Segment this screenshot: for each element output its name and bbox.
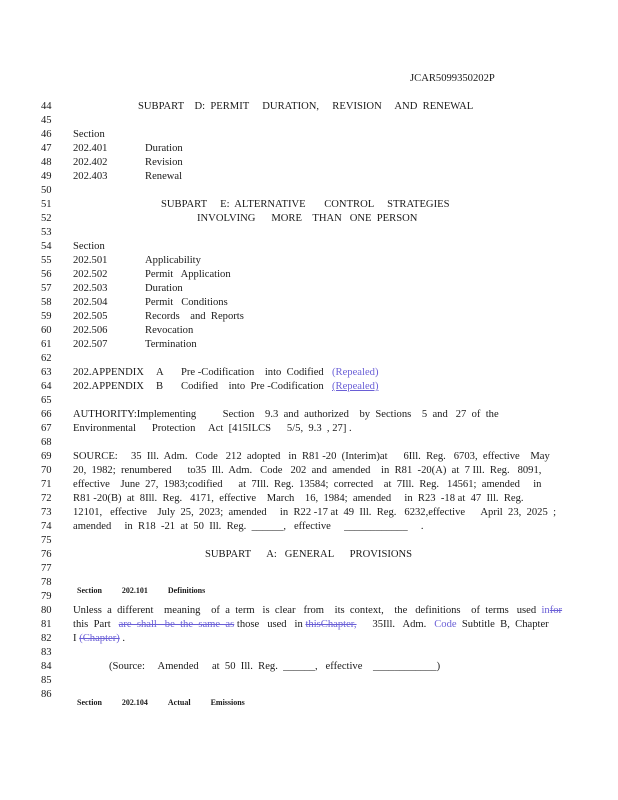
repealed-status: (Repealed) — [332, 381, 379, 392]
toc-title: Revocation — [145, 325, 194, 336]
line-number: 74 — [41, 521, 52, 532]
line-number: 49 — [41, 171, 52, 182]
appendix-number: 202.APPENDIX — [73, 367, 144, 378]
definition-text: . — [119, 633, 126, 644]
inserted-text: in — [541, 605, 550, 616]
line-number: 73 — [41, 507, 52, 518]
section-number: 202.104 — [121, 698, 148, 707]
line-number: 46 — [41, 129, 52, 140]
line-number: 63 — [41, 367, 52, 378]
definition-text: Subtitle B, Chapter — [456, 619, 549, 630]
line-number: 75 — [41, 535, 52, 546]
toc-title: Applicability — [145, 255, 201, 266]
section-title: Definitions — [167, 586, 206, 595]
toc-title: Duration — [145, 283, 183, 294]
section-label: Section — [77, 586, 102, 595]
line-number: 58 — [41, 297, 52, 308]
line-number: 61 — [41, 339, 52, 350]
subpart-e-heading: SUBPART E: ALTERNATIVE CONTROL STRATEGIES — [161, 199, 450, 210]
toc-number: 202.403 — [73, 171, 108, 182]
toc-number: 202.402 — [73, 157, 108, 168]
definition-line — [73, 619, 549, 630]
appendix-title: Pre -Codification into Codified — [181, 367, 324, 378]
subpart-e-heading-cont: INVOLVING MORE THAN ONE PERSON — [197, 213, 418, 224]
line-number: 62 — [41, 353, 52, 364]
toc-title: Revision — [145, 157, 183, 168]
toc-number: 202.507 — [73, 339, 108, 350]
line-number: 56 — [41, 269, 52, 280]
line-number: 50 — [41, 185, 52, 196]
line-number: 78 — [41, 577, 52, 588]
line-number: 47 — [41, 143, 52, 154]
line-number: 81 — [41, 619, 52, 630]
source-note: (Source: Amended at 50 Ill. Reg. ______, effective ____________) — [109, 661, 441, 672]
line-number: 85 — [41, 675, 52, 686]
line-number: 64 — [41, 381, 52, 392]
toc-title: Termination — [145, 339, 197, 350]
definition-line — [73, 633, 125, 644]
source-line: SOURCE: 35 Ill. Adm. Code 212 adopted in R81 -20 (Interim)at 6Ill. Reg. 6703, effective May — [73, 451, 550, 462]
repealed-status: (Repealed) — [332, 367, 379, 378]
line-number: 52 — [41, 213, 52, 224]
toc-number: 202.504 — [73, 297, 108, 308]
definition-text: those used in — [234, 619, 306, 630]
line-number: 53 — [41, 227, 52, 238]
header-code: JCAR5099350202P — [410, 73, 495, 84]
line-number: 69 — [41, 451, 52, 462]
section-heading — [73, 689, 245, 707]
toc-number: 202.506 — [73, 325, 108, 336]
toc-title: Permit Application — [145, 269, 231, 280]
definition-line — [73, 605, 562, 616]
line-number: 77 — [41, 563, 52, 574]
toc-number: 202.502 — [73, 269, 108, 280]
toc-number: 202.505 — [73, 311, 108, 322]
toc-title: Permit Conditions — [145, 297, 228, 308]
line-number: 86 — [41, 689, 52, 700]
source-line: effective June 27, 1983;codified at 7Ill. Reg. 13584; corrected at 7Ill. Reg. 14561; amended in — [73, 479, 542, 490]
subpart-d-heading: SUBPART D: PERMIT DURATION, REVISION AND RENEWAL — [138, 101, 474, 112]
appendix-letter: A — [156, 367, 164, 378]
toc-number: 202.401 — [73, 143, 108, 154]
deleted-text: thisChapter, — [305, 619, 357, 630]
toc-title: Records and Reports — [145, 311, 244, 322]
line-number: 71 — [41, 479, 52, 490]
toc-number: 202.501 — [73, 255, 108, 266]
line-number: 60 — [41, 325, 52, 336]
line-number: 55 — [41, 255, 52, 266]
toc-title: Renewal — [145, 171, 183, 182]
toc-title: Duration — [145, 143, 183, 154]
section-label: Section — [73, 129, 105, 140]
source-line: amended in R18 -21 at 50 Ill. Reg. ______, effective ____________ . — [73, 521, 424, 532]
definition-text: Unless a different meaning of a term is clear from its context, the definitions of terms used — [73, 605, 542, 616]
line-number: 54 — [41, 241, 52, 252]
definition-text: this Part — [73, 619, 119, 630]
deleted-text: (Chapter) — [79, 633, 120, 644]
line-number: 51 — [41, 199, 52, 210]
appendix-number: 202.APPENDIX — [73, 381, 144, 392]
line-number: 72 — [41, 493, 52, 504]
line-number: 66 — [41, 409, 52, 420]
toc-number: 202.503 — [73, 283, 108, 294]
inserted-text: Code — [434, 619, 457, 630]
section-label: Section — [77, 698, 102, 707]
line-number: 68 — [41, 437, 52, 448]
section-title-cont: Emissions — [210, 698, 245, 707]
appendix-letter: B — [156, 381, 164, 392]
section-heading — [73, 577, 205, 595]
deleted-text: for — [549, 605, 563, 616]
section-label: Section — [73, 241, 105, 252]
appendix-title: Codified into Pre -Codification — [181, 381, 324, 392]
line-number: 48 — [41, 157, 52, 168]
definition-text: 35Ill. Adm. — [356, 619, 435, 630]
line-number: 44 — [41, 101, 52, 112]
source-line: 12101, effective July 25, 2023; amended in R22 -17 at 49 Ill. Reg. 6232,effective April 23, 2025 ; — [73, 507, 557, 518]
subpart-a-heading: SUBPART A: GENERAL PROVISIONS — [205, 549, 413, 560]
line-number: 65 — [41, 395, 52, 406]
line-number: 70 — [41, 465, 52, 476]
line-number: 79 — [41, 591, 52, 602]
line-number: 57 — [41, 283, 52, 294]
line-number: 67 — [41, 423, 52, 434]
line-number: 76 — [41, 549, 52, 560]
deleted-text: are shall be the same as — [118, 619, 235, 630]
line-number: 84 — [41, 661, 52, 672]
source-line: R81 -20(B) at 8Ill. Reg. 4171, effective March 16, 1984; amended in R23 -18 at 47 Ill. Reg. — [73, 493, 524, 504]
section-title: Actual — [167, 698, 191, 707]
source-line: 20, 1982; renumbered to35 Ill. Adm. Code 202 and amended in R81 -20(A) at 7 Ill. Reg. 8091, — [73, 465, 542, 476]
authority-line: AUTHORITY:Implementing Section 9.3 and authorized by Sections 5 and 27 of the — [73, 409, 499, 420]
line-number: 45 — [41, 115, 52, 126]
line-number: 82 — [41, 633, 52, 644]
section-number: 202.101 — [121, 586, 148, 595]
authority-line: Environmental Protection Act [415ILCS 5/5, 9.3 , 27] . — [73, 423, 352, 434]
definition-text: I — [73, 633, 80, 644]
line-number: 80 — [41, 605, 52, 616]
line-number: 83 — [41, 647, 52, 658]
line-number: 59 — [41, 311, 52, 322]
